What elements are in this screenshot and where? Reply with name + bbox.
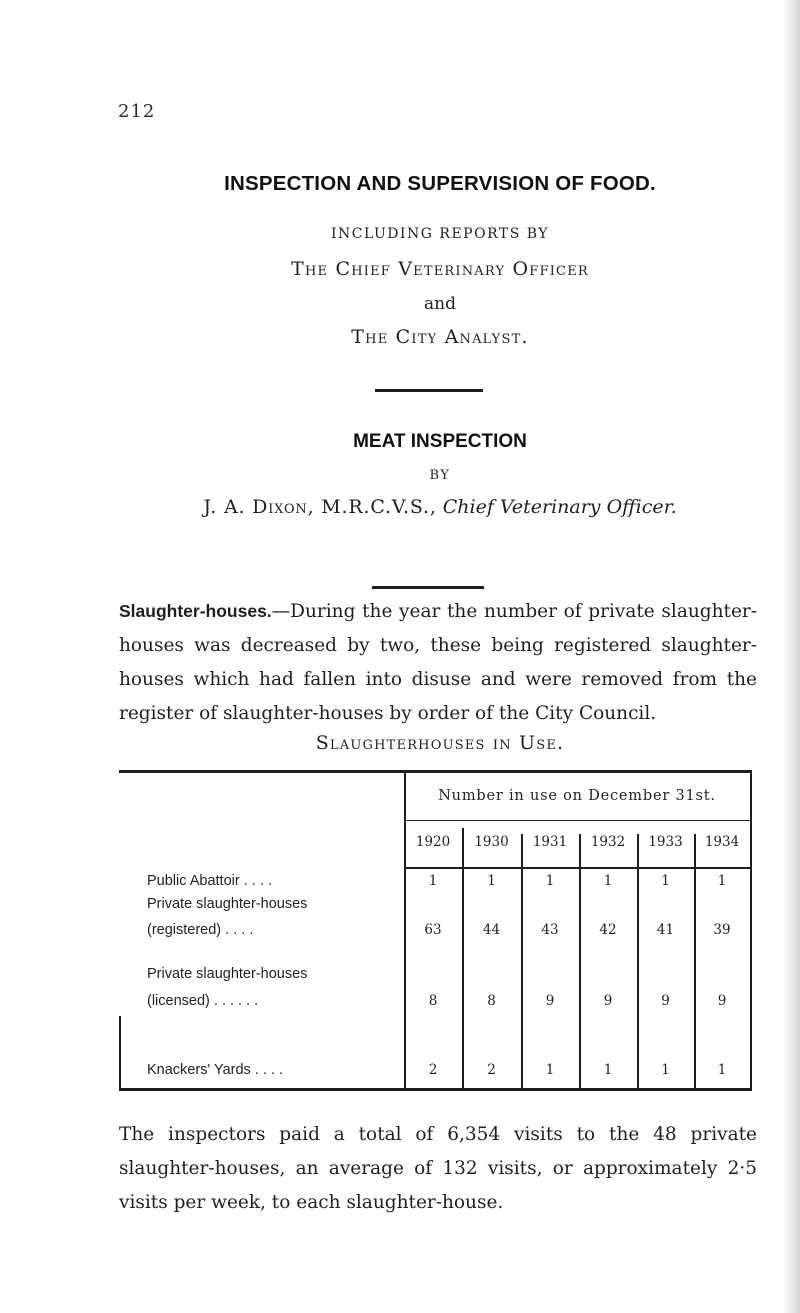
row-label: Public Abattoir . . . . bbox=[147, 873, 272, 889]
year-header: 1920 bbox=[415, 834, 451, 850]
divider-rule bbox=[372, 586, 484, 589]
table-cell: 1 bbox=[603, 873, 613, 889]
table-cell: 1 bbox=[717, 873, 727, 889]
table-cell: 1 bbox=[428, 873, 438, 889]
row-label: Private slaughter-houses bbox=[147, 966, 308, 982]
table-cell: 9 bbox=[545, 993, 555, 1009]
table-right-rule bbox=[750, 770, 752, 1091]
table-cell: 1 bbox=[545, 873, 555, 889]
table-cell: 44 bbox=[482, 922, 501, 938]
table-cell: 1 bbox=[661, 873, 670, 889]
subheading-analyst: The City Analyst. bbox=[351, 326, 529, 348]
main-heading: INSPECTION AND SUPERVISION OF FOOD. bbox=[224, 172, 656, 195]
table-cell: 42 bbox=[599, 922, 617, 938]
table-left-rule bbox=[119, 1016, 121, 1091]
year-header: 1932 bbox=[590, 834, 626, 850]
table-bottom-rule bbox=[119, 1088, 752, 1091]
row-label: Knackers' Yards . . . . bbox=[147, 1062, 284, 1078]
table-header-rule bbox=[404, 867, 750, 869]
table-group-header: Number in use on December 31st. bbox=[438, 788, 716, 804]
row-label: (licensed) . . . . . . bbox=[147, 993, 259, 1009]
table-cell: 1 bbox=[661, 1062, 670, 1078]
table-cell: 1 bbox=[603, 1062, 613, 1078]
subheading-and: and bbox=[424, 294, 456, 314]
page-number: 212 bbox=[118, 101, 156, 122]
section-heading: MEAT INSPECTION bbox=[353, 431, 527, 452]
year-header: 1933 bbox=[648, 834, 683, 850]
table-cell: 1 bbox=[487, 873, 496, 889]
table-cell: 9 bbox=[661, 993, 670, 1009]
table-cell: 1 bbox=[717, 1062, 727, 1078]
table-title: Slaughterhouses in Use. bbox=[315, 732, 565, 754]
author-role: Chief Veterinary Officer. bbox=[442, 496, 677, 518]
table-group-rule bbox=[404, 820, 750, 821]
paragraph-slaughter-houses bbox=[119, 594, 757, 731]
year-header: 1931 bbox=[532, 834, 568, 850]
table-cell: 9 bbox=[717, 993, 727, 1009]
paragraph-text: —During the year the number of private slaughter-houses was decreased by two, these being registered slaughter-houses which had fallen into disuse and were removed from the register of slaughter-houses by order of the City Council. bbox=[119, 601, 757, 724]
table-cell: 2 bbox=[428, 1062, 438, 1078]
table-cell: 39 bbox=[713, 922, 731, 938]
table-cell: 41 bbox=[656, 922, 675, 938]
table-cell: 43 bbox=[541, 922, 559, 938]
table-cell: 9 bbox=[603, 993, 613, 1009]
author-name: J. A. Dixon, M.R.C.V.S., bbox=[203, 496, 437, 518]
section-by: BY bbox=[429, 468, 451, 483]
paragraph-lead: Slaughter-houses. bbox=[119, 601, 272, 621]
column-rule bbox=[462, 828, 464, 1088]
row-label: (registered) . . . . bbox=[147, 922, 254, 938]
slaughterhouses-table bbox=[119, 770, 752, 1090]
table-cell: 63 bbox=[424, 922, 442, 938]
subheading-officer: The Chief Veterinary Officer bbox=[291, 258, 589, 280]
year-header: 1930 bbox=[474, 834, 509, 850]
page-edge-shadow bbox=[782, 0, 800, 1313]
table-cell: 2 bbox=[487, 1062, 496, 1078]
table-cell: 8 bbox=[487, 993, 496, 1009]
table-cell: 8 bbox=[428, 993, 438, 1009]
subheading-including: INCLUDING REPORTS BY bbox=[330, 226, 550, 242]
row-label: Private slaughter-houses bbox=[147, 896, 308, 912]
divider-rule bbox=[375, 389, 483, 392]
year-header: 1934 bbox=[704, 834, 740, 850]
table-top-rule bbox=[119, 770, 752, 773]
author-line bbox=[0, 496, 800, 518]
paragraph-inspections: The inspectors paid a total of 6,354 visits to the 48 private slaughter-houses, an average of 132 visits, or approximately 2·5 visits per week, to each slaughter-house. bbox=[119, 1124, 757, 1213]
table-cell: 1 bbox=[545, 1062, 555, 1078]
